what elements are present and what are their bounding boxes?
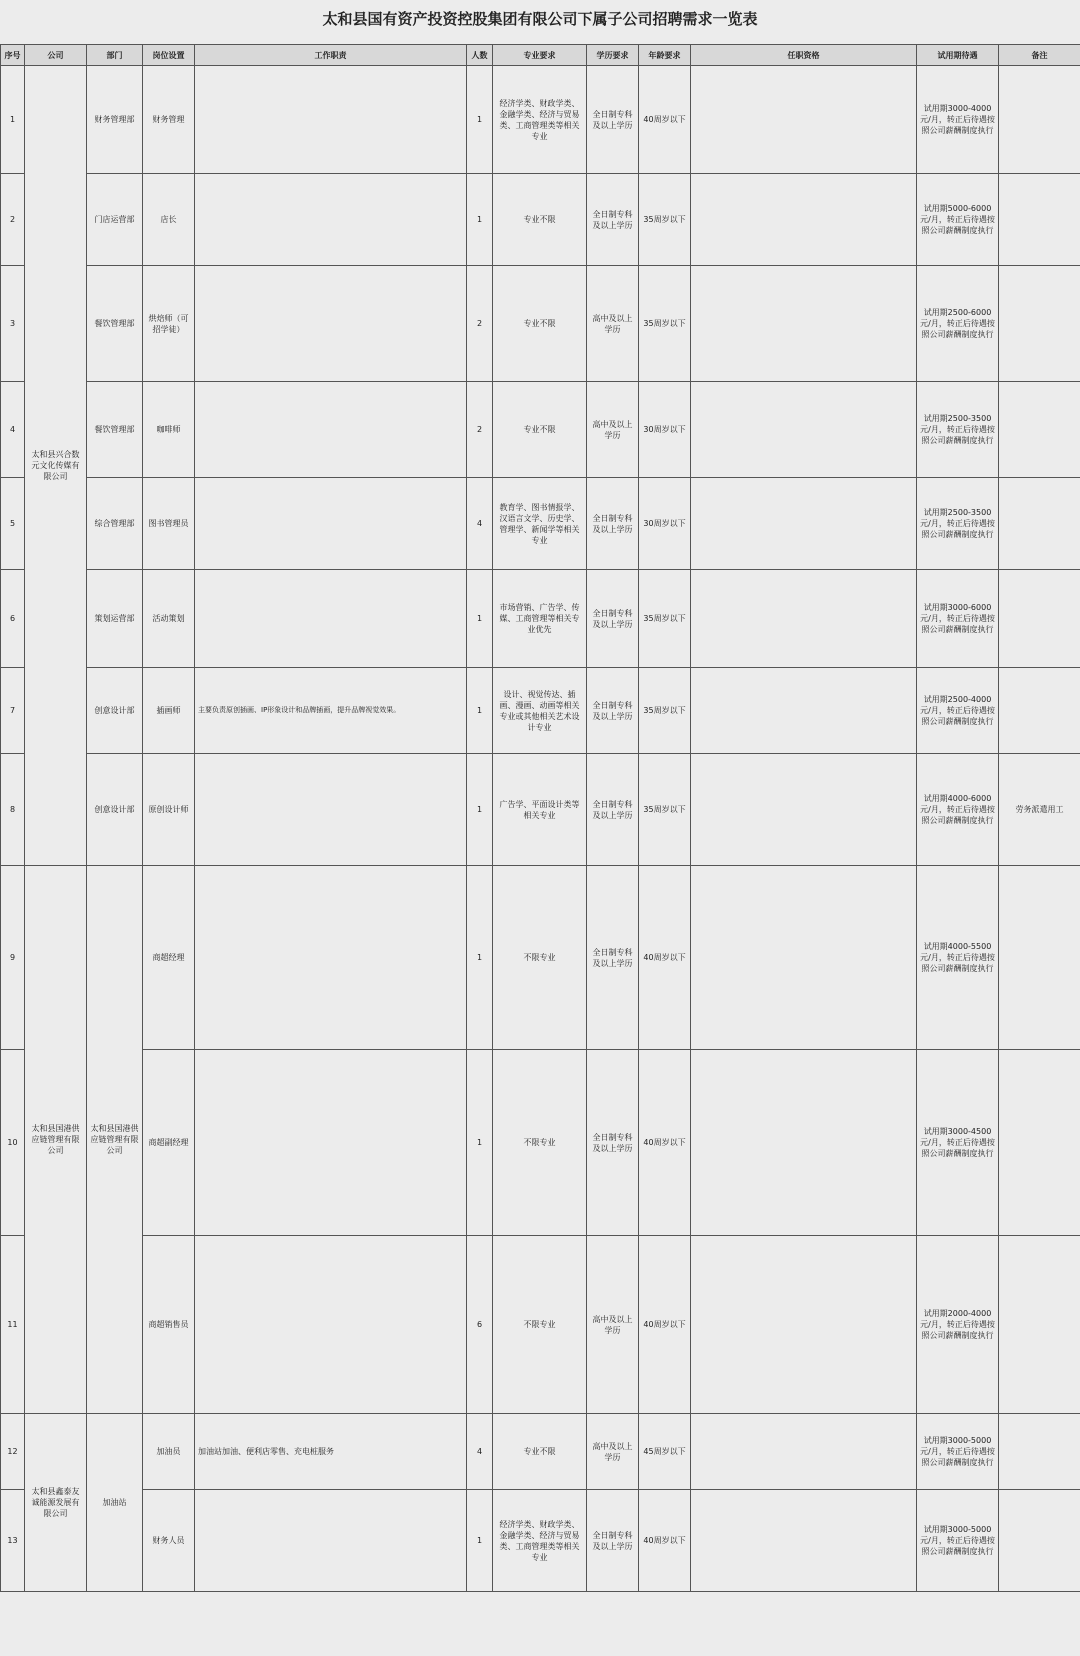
table-row [1,478,1080,570]
department-cell: 太和县国港供应链管理有限公司 [87,866,143,1414]
table-row [1,1050,1080,1236]
document-title: 太和县国有资产投资控股集团有限公司下属子公司招聘需求一览表 [322,10,758,28]
count-cell: 2 [467,382,493,478]
age-cell: 30周岁以下 [639,478,691,570]
education-cell: 全日制专科及以上学历 [587,66,639,174]
post-cell: 烘焙师（可招学徒） [143,266,195,382]
row-number: 3 [1,266,25,382]
header-cell: 年龄要求 [639,45,691,66]
qualification-cell [691,1050,917,1236]
count-cell: 4 [467,478,493,570]
department-cell: 创意设计部 [87,668,143,754]
qualification-cell [691,266,917,382]
age-cell: 40周岁以下 [639,1490,691,1592]
table-row [1,66,1080,174]
duty-cell: 加油站加油、便利店零售、充电桩服务 [195,1414,467,1490]
major-cell: 市场营销、广告学、传媒、工商管理等相关专业优先 [493,570,587,668]
age-cell: 40周岁以下 [639,866,691,1050]
row-number: 4 [1,382,25,478]
major-cell: 专业不限 [493,1414,587,1490]
education-cell: 高中及以上学历 [587,382,639,478]
table-row [1,1490,1080,1592]
count-cell: 6 [467,1236,493,1414]
count-cell: 4 [467,1414,493,1490]
duty-cell [195,866,467,1050]
duty-cell [195,174,467,266]
age-cell: 40周岁以下 [639,66,691,174]
recruitment-table [0,44,1080,1592]
table-row [1,1236,1080,1414]
duty-cell [195,1236,467,1414]
major-cell: 专业不限 [493,266,587,382]
row-number: 11 [1,1236,25,1414]
age-cell: 35周岁以下 [639,754,691,866]
department-cell: 综合管理部 [87,478,143,570]
age-cell: 40周岁以下 [639,1236,691,1414]
count-cell: 1 [467,570,493,668]
header-cell: 备注 [999,45,1080,66]
duty-cell [195,1490,467,1592]
duty-cell [195,754,467,866]
major-cell: 设计、视觉传达、插画、漫画、动画等相关专业或其他相关艺术设计专业 [493,668,587,754]
note-cell: 劳务派遣用工 [999,754,1080,866]
table-row [1,1414,1080,1490]
note-cell [999,1490,1080,1592]
note-cell [999,66,1080,174]
count-cell: 2 [467,266,493,382]
education-cell: 高中及以上学历 [587,1414,639,1490]
qualification-cell [691,174,917,266]
qualification-cell [691,754,917,866]
note-cell [999,174,1080,266]
pay-cell: 试用期2500-6000元/月，转正后待遇按照公司薪酬制度执行 [917,266,999,382]
post-cell: 商超经理 [143,866,195,1050]
row-number: 5 [1,478,25,570]
major-cell: 专业不限 [493,382,587,478]
count-cell: 1 [467,866,493,1050]
qualification-cell [691,478,917,570]
table-row [1,570,1080,668]
education-cell: 全日制专科及以上学历 [587,866,639,1050]
company-cell: 太和县鑫泰友诚能源发展有限公司 [25,1414,87,1592]
pay-cell: 试用期3000-5000元/月，转正后待遇按照公司薪酬制度执行 [917,1414,999,1490]
table-row [1,754,1080,866]
count-cell: 1 [467,668,493,754]
row-number: 10 [1,1050,25,1236]
pay-cell: 试用期4000-5500元/月，转正后待遇按照公司薪酬制度执行 [917,866,999,1050]
duty-cell [195,382,467,478]
qualification-cell [691,1414,917,1490]
table-row [1,266,1080,382]
pay-cell: 试用期2500-3500元/月，转正后待遇按照公司薪酬制度执行 [917,478,999,570]
education-cell: 全日制专科及以上学历 [587,570,639,668]
count-cell: 1 [467,754,493,866]
major-cell: 经济学类、财政学类、金融学类、经济与贸易类、工商管理类等相关专业 [493,1490,587,1592]
age-cell: 40周岁以下 [639,1050,691,1236]
major-cell: 广告学、平面设计类等相关专业 [493,754,587,866]
header-row [1,45,1080,66]
education-cell: 全日制专科及以上学历 [587,668,639,754]
duty-cell: 主要负责原创插画、IP形象设计和品牌插画，提升品牌视觉效果。 [195,668,467,754]
row-number: 13 [1,1490,25,1592]
table-row [1,174,1080,266]
count-cell: 1 [467,174,493,266]
education-cell: 全日制专科及以上学历 [587,1050,639,1236]
education-cell: 全日制专科及以上学历 [587,1490,639,1592]
row-number: 2 [1,174,25,266]
header-cell: 序号 [1,45,25,66]
row-number: 8 [1,754,25,866]
department-cell: 创意设计部 [87,754,143,866]
department-cell: 餐饮管理部 [87,382,143,478]
age-cell: 35周岁以下 [639,570,691,668]
education-cell: 全日制专科及以上学历 [587,174,639,266]
education-cell: 全日制专科及以上学历 [587,478,639,570]
row-number: 6 [1,570,25,668]
qualification-cell [691,668,917,754]
header-cell: 工作职责 [195,45,467,66]
table-row [1,866,1080,1050]
qualification-cell [691,1490,917,1592]
post-cell: 咖啡师 [143,382,195,478]
post-cell: 财务管理 [143,66,195,174]
pay-cell: 试用期5000-6000元/月，转正后待遇按照公司薪酬制度执行 [917,174,999,266]
table-row [1,382,1080,478]
duty-cell [195,570,467,668]
note-cell [999,266,1080,382]
department-cell: 加油站 [87,1414,143,1592]
count-cell: 1 [467,66,493,174]
header-cell: 学历要求 [587,45,639,66]
row-number: 12 [1,1414,25,1490]
pay-cell: 试用期3000-5000元/月，转正后待遇按照公司薪酬制度执行 [917,1490,999,1592]
qualification-cell [691,866,917,1050]
row-number: 7 [1,668,25,754]
note-cell [999,1236,1080,1414]
age-cell: 45周岁以下 [639,1414,691,1490]
department-cell: 餐饮管理部 [87,266,143,382]
header-cell: 任职资格 [691,45,917,66]
duty-cell [195,66,467,174]
qualification-cell [691,1236,917,1414]
post-cell: 加油员 [143,1414,195,1490]
education-cell: 全日制专科及以上学历 [587,754,639,866]
post-cell: 店长 [143,174,195,266]
header-cell: 人数 [467,45,493,66]
header-cell: 专业要求 [493,45,587,66]
company-cell: 太和县国港供应链管理有限公司 [25,866,87,1414]
age-cell: 35周岁以下 [639,174,691,266]
company-cell: 太和县兴合数元文化传媒有限公司 [25,66,87,866]
duty-cell [195,1050,467,1236]
note-cell [999,382,1080,478]
post-cell: 商超副经理 [143,1050,195,1236]
duty-cell [195,478,467,570]
table-row [1,668,1080,754]
note-cell [999,668,1080,754]
note-cell [999,1414,1080,1490]
major-cell: 经济学类、财政学类、金融学类、经济与贸易类、工商管理类等相关专业 [493,66,587,174]
pay-cell: 试用期2500-4000元/月，转正后待遇按照公司薪酬制度执行 [917,668,999,754]
row-number: 9 [1,866,25,1050]
note-cell [999,570,1080,668]
post-cell: 插画师 [143,668,195,754]
header-cell: 公司 [25,45,87,66]
post-cell: 商超销售员 [143,1236,195,1414]
post-cell: 活动策划 [143,570,195,668]
note-cell [999,866,1080,1050]
qualification-cell [691,382,917,478]
note-cell [999,478,1080,570]
row-number: 1 [1,66,25,174]
header-cell: 试用期待遇 [917,45,999,66]
age-cell: 30周岁以下 [639,382,691,478]
pay-cell: 试用期3000-4500元/月，转正后待遇按照公司薪酬制度执行 [917,1050,999,1236]
age-cell: 35周岁以下 [639,266,691,382]
pay-cell: 试用期3000-4000元/月，转正后待遇按照公司薪酬制度执行 [917,66,999,174]
age-cell: 35周岁以下 [639,668,691,754]
department-cell: 门店运营部 [87,174,143,266]
department-cell: 财务管理部 [87,66,143,174]
education-cell: 高中及以上学历 [587,266,639,382]
header-cell: 部门 [87,45,143,66]
department-cell: 策划运营部 [87,570,143,668]
header-cell: 岗位设置 [143,45,195,66]
post-cell: 财务人员 [143,1490,195,1592]
major-cell: 不限专业 [493,866,587,1050]
major-cell: 教育学、图书情报学、汉语言文学、历史学、管理学、新闻学等相关专业 [493,478,587,570]
count-cell: 1 [467,1490,493,1592]
pay-cell: 试用期2500-3500元/月，转正后待遇按照公司薪酬制度执行 [917,382,999,478]
pay-cell: 试用期2000-4000元/月，转正后待遇按照公司薪酬制度执行 [917,1236,999,1414]
pay-cell: 试用期4000-6000元/月，转正后待遇按照公司薪酬制度执行 [917,754,999,866]
pay-cell: 试用期3000-6000元/月，转正后待遇按照公司薪酬制度执行 [917,570,999,668]
major-cell: 不限专业 [493,1236,587,1414]
education-cell: 高中及以上学历 [587,1236,639,1414]
major-cell: 不限专业 [493,1050,587,1236]
qualification-cell [691,66,917,174]
qualification-cell [691,570,917,668]
duty-cell [195,266,467,382]
post-cell: 原创设计师 [143,754,195,866]
major-cell: 专业不限 [493,174,587,266]
post-cell: 图书管理员 [143,478,195,570]
count-cell: 1 [467,1050,493,1236]
note-cell [999,1050,1080,1236]
